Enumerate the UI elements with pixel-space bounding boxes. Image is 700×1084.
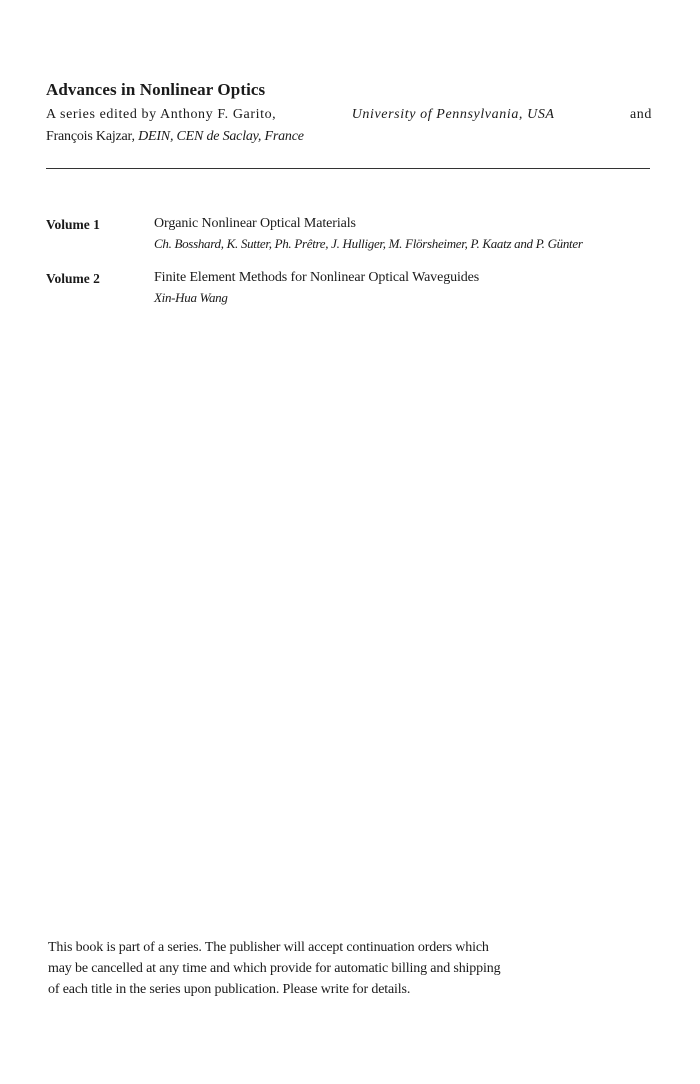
series-note-line: This book is part of a series. The publisher will accept continuation orders which: [48, 940, 489, 955]
series-editors: [46, 104, 652, 148]
volume-authors: Ch. Bosshard, K. Sutter, Ph. Prêtre, J. Hulliger, M. Flörsheimer, P. Kaatz and P. Günter: [154, 236, 583, 251]
series-editors-line-1: [46, 104, 652, 126]
conjunction-and: and: [629, 107, 652, 122]
volume-entry: [46, 268, 656, 308]
volume-label: Volume 2: [46, 271, 100, 286]
volume-label: Volume 1: [46, 217, 100, 232]
editor-kajzar: François Kajzar,: [46, 129, 135, 144]
volume-details: [154, 214, 656, 254]
editor-garito: A series edited by Anthony F. Garito,: [46, 107, 277, 122]
volume-entry: [46, 214, 656, 254]
volume-details: [154, 268, 656, 308]
affiliation-pennsylvania: University of Pennsylvania, USA: [351, 107, 555, 122]
series-note-line: may be cancelled at any time and which provide for automatic billing and shipping: [48, 961, 501, 976]
volume-list: [46, 214, 656, 322]
volume-title: Finite Element Methods for Nonlinear Optical Waveguides: [154, 270, 480, 285]
series-note: [48, 937, 658, 1000]
volume-authors: Xin-Hua Wang: [154, 290, 228, 305]
affiliation-saclay: DEIN, CEN de Saclay, France: [138, 129, 304, 144]
series-note-line: of each title in the series upon publication. Please write for details.: [48, 982, 411, 997]
series-title: Advances in Nonlinear Optics: [46, 80, 266, 99]
volume-title: Organic Nonlinear Optical Materials: [154, 216, 356, 231]
series-editors-line-2: [46, 126, 652, 148]
horizontal-divider: [46, 168, 650, 169]
